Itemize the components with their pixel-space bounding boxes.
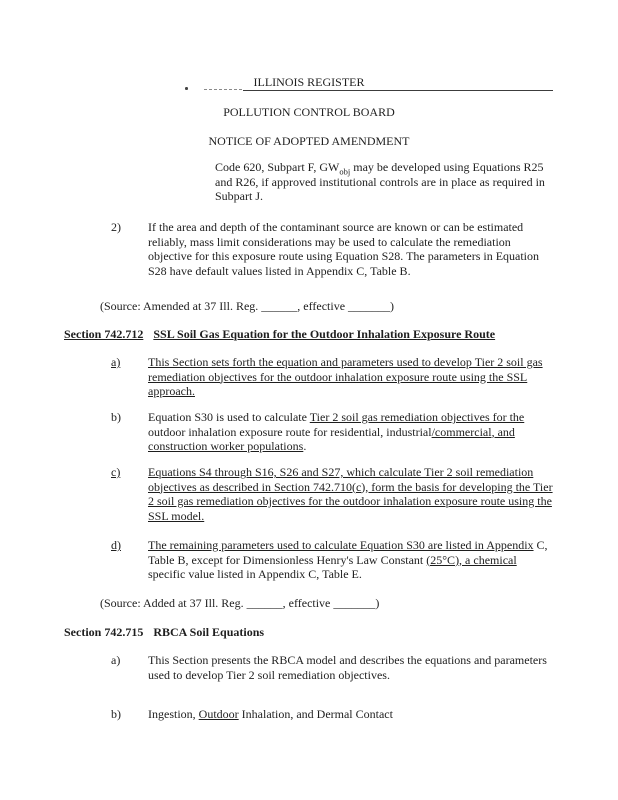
item-label: b): [111, 410, 121, 424]
section-heading-742-712: [64, 327, 564, 342]
list-item-b: [111, 707, 555, 722]
continuation-paragraph: Code 620, Subpart F, $GW_{obj}$ may be developed using Equations R25 and R26, if approved institutional controls are in place as required in Subpart J.: [215, 160, 545, 203]
list-item-a: [111, 653, 555, 682]
register-title: ILLINOIS REGISTER: [253, 75, 365, 89]
item-text: This Section presents the RBCA model and describes the equations and parameters used to develop Tier 2 soil remediation objectives.: [148, 653, 547, 682]
dash-marks: [204, 89, 242, 90]
source-line-amended: (Source: Amended at 37 Ill. Reg. ______, effective _______): [100, 299, 395, 313]
source-line-added: (Source: Added at 37 Ill. Reg. ______, effective _______): [100, 596, 380, 610]
section-number: Section 742.715: [64, 625, 144, 639]
item-text: Ingestion, Outdoor Inhalation, and Dermal Contact: [148, 707, 393, 721]
item-text: The remaining parameters used to calculate Equation S30 are listed in Appendix C, Table B, except for Dimensionless Henry's Law Constant (25°C), a chemical specific value listed in Appendix C, Table E.: [148, 538, 548, 581]
item-label: c): [111, 465, 121, 479]
board-title: POLLUTION CONTROL BOARD: [223, 105, 395, 119]
item-label: a): [111, 653, 121, 667]
item-label: 2): [111, 220, 121, 234]
item-text: Equations S4 through S16, S26 and S27, which calculate Tier 2 soil remediation objectives as described in Section 742.710(c), form the basis for developing the Tier 2 soil gas remediation objectives for the outdoor inhalation exposure route using the SSL model.: [148, 465, 553, 523]
item-text: If the area and depth of the contaminant source are known or can be estimated reliably, mass limit considerations may be used to calculate the remediation objective for this exposure route using Equation S28. The parameters in Equation S28 have default values listed in Appendix C, Table B.: [148, 220, 540, 278]
section-title: RBCA Soil Equations: [153, 625, 265, 639]
list-item-b: [111, 410, 555, 454]
item-text: Equation S30 is used to calculate Tier 2 soil gas remediation objectives for the outdoor inhalation exposure route for residential, industrial/commercial, and construction worker populations.: [148, 410, 525, 453]
item-text: This Section sets forth the equation and parameters used to develop Tier 2 soil gas remediation objectives for the outdoor inhalation exposure route using the SSL approach.: [148, 355, 543, 398]
item-label: a): [111, 355, 121, 369]
list-item-d: [111, 538, 555, 582]
section-heading-742-715: [64, 625, 564, 640]
section-title: SSL Soil Gas Equation for the Outdoor Inhalation Exposure Route: [153, 327, 496, 341]
list-item-a: [111, 355, 555, 399]
item-label: d): [111, 538, 121, 552]
numbered-item-2: [111, 220, 555, 278]
item-label: b): [111, 707, 121, 721]
list-item-c: [111, 465, 555, 523]
stray-dot-mark: [185, 87, 188, 90]
section-number: Section 742.712: [64, 327, 144, 341]
notice-title: NOTICE OF ADOPTED AMENDMENT: [208, 134, 410, 148]
header-rule: [243, 90, 553, 91]
